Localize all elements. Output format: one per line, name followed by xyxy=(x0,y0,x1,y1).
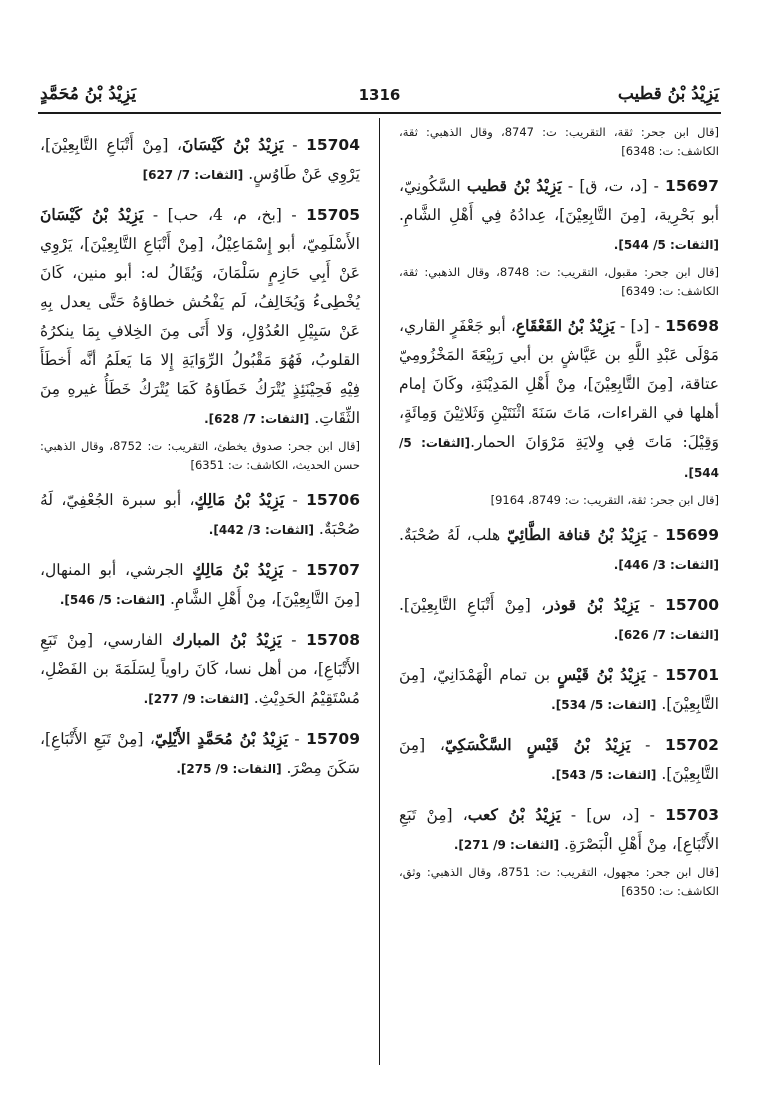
entry-sigla: - xyxy=(281,631,307,649)
entry-sigla: - xyxy=(283,561,307,579)
entry-sigla: - xyxy=(646,526,666,544)
entry-number: 15698 xyxy=(665,317,719,335)
editor-note: [قال ابن جحر: صدوق يخطئ، التقريب: ت: 8752، وقال الذهبي: حسن الحديث، الكاشف: ت: 6351] xyxy=(40,439,360,472)
entry-number: 15701 xyxy=(665,666,719,684)
entry-name: يَزِيْدُ بْنُ مَالِكٍ xyxy=(192,560,284,579)
entry-sigla: - xyxy=(283,136,307,154)
entry-text: هلب، لَهُ صُحْبَةٌ. xyxy=(399,526,507,544)
thiqat-reference: [الثقات: 7/ 628]. xyxy=(204,412,310,426)
entry-sigla: - xyxy=(639,596,666,614)
thiqat-reference: [الثقات: 9/ 277]. xyxy=(143,692,249,706)
column-divider xyxy=(379,118,380,1065)
entry-15707 xyxy=(40,555,360,615)
editor-note: [قال ابن جحر: مقبول، التقريب: ت: 8748، وقال الذهبي: ثقة، الكاشف: ت: 6349] xyxy=(399,265,719,298)
thiqat-reference: [الثقات: 7/ 626]. xyxy=(613,628,719,642)
entry-name: يَزِيْدُ بْنُ كعب xyxy=(467,805,561,824)
entry-sigla: - [د، ت، ق] - xyxy=(561,177,666,195)
entry-number: 15706 xyxy=(306,491,360,509)
entry-text: ، [مِنْ أَتْبَاعِ التَّابِعِيْنَ]، يَرْوِي عَنْ طَاوُسٍ. xyxy=(40,136,360,183)
entry-15706 xyxy=(40,485,360,545)
entry-name: يَزِيْدُ بْنُ المبارك xyxy=(172,630,282,649)
entry-text: الجرشي، أبو المنهال، [مِنَ التَّابِعِيْنَ]، مِنْ أَهْلِ الشَّامِ. xyxy=(40,561,360,608)
entry-15705 xyxy=(40,200,360,434)
thiqat-reference: [الثقات: 9/ 275]. xyxy=(176,762,282,776)
thiqat-reference: [الثقات: 5/ 546]. xyxy=(59,593,166,607)
entry-15699 xyxy=(399,520,719,580)
entry-15708 xyxy=(40,625,360,714)
thiqat-reference: [الثقات: 3/ 442]. xyxy=(208,523,314,537)
entry-text: الفارسي، [مِنْ تَبَعِ الأَتْبَاعِ]، من أهل نسا، كَانَ راوياً لِسَلَمَةَ بن الفَضْلِ، مُسْتَقِيْمُ الحَدِيْثِ. xyxy=(40,631,360,707)
editor-note: [قال ابن جحر: ثقة، التقريب: ت: 8747، وقال الذهبي: ثقة، الكاشف: ت: 6348] xyxy=(399,125,719,158)
entry-15702 xyxy=(399,730,719,790)
entry-text: ، [مِنْ تَبَعِ الأَتْبَاعِ]، مِنْ أَهْلِ الْبَصْرَةِ. xyxy=(399,806,719,853)
entry-name: يَزِيْدُ بْنُ قَيْسٍ xyxy=(557,665,646,684)
thiqat-reference: [الثقات: 5/ 544]. xyxy=(613,238,719,252)
entry-number: 15707 xyxy=(306,561,360,579)
entry-number: 15705 xyxy=(306,206,360,224)
entry-text: بن تمام الْهَمْدَانِيّ، [مِنَ التَّابِعِيْنَ]. xyxy=(399,666,719,713)
entry-number: 15700 xyxy=(665,596,719,614)
entry-sigla: - [د] - xyxy=(614,317,666,335)
page-number: 1316 xyxy=(358,86,401,104)
entry-number: 15697 xyxy=(665,177,719,195)
entry-name: يَزِيْدُ بْنُ مُحَمَّدٍ الأَيْلِيّ xyxy=(154,729,288,748)
entry-sigla: - xyxy=(630,736,666,754)
entry-name: يَزِيْدُ بْنُ مَالِكٍ xyxy=(194,490,285,509)
entry-text: ، [مِنَ التَّابِعِيْنَ]. xyxy=(399,736,719,783)
entry-15709 xyxy=(40,724,360,784)
editor-note: [قال ابن جحر: مجهول، التقريب: ت: 8751، وقال الذهبي: وثق، الكاشف: ت: 6350] xyxy=(399,865,719,898)
thiqat-reference: [الثقات: 5/ 544]. xyxy=(399,436,719,480)
entry-text: السَّكُونِيّ، أبو بَحْرِية، [مِنَ التَّابِعِيْنَ]، عِدادُهُ فِي أَهْلِ الشَّامِ. xyxy=(399,177,719,224)
entry-15698 xyxy=(399,311,719,488)
entry-sigla: - xyxy=(287,730,307,748)
entry-number: 15704 xyxy=(306,136,361,154)
entry-name: يَزِيْدُ بْنُ قنافة الطَّائِيّ xyxy=(506,525,647,544)
entry-number: 15709 xyxy=(306,730,361,748)
thiqat-reference: [الثقات: 7/ 627] xyxy=(142,168,244,182)
thiqat-reference: [الثقات: 3/ 446]. xyxy=(613,558,719,572)
entry-number: 15708 xyxy=(306,631,360,649)
entry-15703 xyxy=(399,800,719,860)
entry-text: ، أبو جَعْفَرٍ القاري، مَوْلَى عَبْدِ اللَّهِ بن عَيَّاشٍ بن أبي رَبِيْعَةَ المَخْزُومِيّ عتاقة، [مِنَ التَّابِعِيْنَ]، مِنْ أَهْلِ المَدِيْنَةِ، وكَانَ إمام أهلها في القراءات، مَاتَ سَنَةَ اثْنَتَيْنِ وَثَلاثِيْنَ وَمِائَةٍ، وَقِيْلَ: مَاتَ فِي وِلايَةِ مَرْوَانَ الحمار. xyxy=(399,317,719,451)
entry-text: ، أبو سبرة الجُعْفِيّ، لَهُ صُحْبَةٌ. xyxy=(40,491,360,538)
entry-sigla: - xyxy=(645,666,666,684)
entry-name: يَزِيْدُ بْنُ قوذر xyxy=(546,595,640,614)
entry-15701 xyxy=(399,660,719,720)
entry-sigla: - xyxy=(284,491,307,509)
entry-sigla: - [د، س] - xyxy=(560,806,666,824)
entry-name: يَزِيْدُ بْنُ كَيْسَانَ xyxy=(182,135,284,154)
entry-number: 15702 xyxy=(665,736,719,754)
running-head-right: يَزِيْدُ بْنُ قطيب xyxy=(617,84,719,104)
editor-note: [قال ابن جحر: ثقة، التقريب: ت: 8749، 9164] xyxy=(490,493,719,507)
header-rule xyxy=(38,112,721,114)
entry-name: يَزِيْدُ بْنُ قطيب xyxy=(466,176,562,195)
entry-sigla: - [بخ، م، 4، حب] - xyxy=(143,206,307,224)
entry-number: 15703 xyxy=(665,806,719,824)
entry-text: ، [مِنْ تَبَعِ الأَتْبَاعِ]، سَكَنَ مِصْرَ. xyxy=(40,730,360,777)
entry-15697 xyxy=(399,171,719,260)
entry-15700 xyxy=(399,590,719,650)
running-head-left: يَزِيْدُ بْنُ مُحَمَّدٍ xyxy=(40,84,137,104)
right-column xyxy=(399,120,719,901)
entry-text: الأَسْلَمِيّ، أبو إِسْمَاعِيْلُ، [مِنْ أَتْبَاعِ التَّابِعِيْنَ]، يَرْوِي عَنْ أَبِي حَازِمٍ سَلْمَانَ، وَيُقَالُ له: أبو منين، كَانَ يُخْطِىءُ وَيُخَالِفُ، لَم يَفْحُش خطاؤهُ حَتَّى يعدل بِهِ عَنْ سَبِيْلِ العُدُوْلِ، وَلا أَتَى مِنَ الخِلافِ بِمَا ينكرُهُ القلوبُ، فَهُوَ مَقْبُولُ الرِّوَايَةِ إِلا مَا يَعلَمُ أنَّه أَخطَأَ فِيْهِ فَحِيْنَئِذٍ يُتْرَكُ خَطَاؤهُ كَمَا يُتْرَكُ خَطَأُ غيرهِ مِنَ الثِّقَاتِ. xyxy=(40,235,360,427)
entry-number: 15699 xyxy=(665,526,719,544)
left-column xyxy=(40,120,360,784)
thiqat-reference: [الثقات: 9/ 271]. xyxy=(453,838,560,852)
entry-name: يَزِيْدُ بْنُ كَيْسَانَ xyxy=(40,205,144,224)
entry-name: يَزِيْدُ بْنُ القَعْقَاعِ xyxy=(515,316,615,335)
entry-name: يَزِيْدُ بْنُ قَيْسٍ السَّكْسَكِيّ xyxy=(444,735,631,754)
thiqat-reference: [الثقات: 5/ 534]. xyxy=(551,698,657,712)
entry-15704 xyxy=(40,130,360,190)
entry-text: ، [مِنْ أَتْبَاعِ التَّابِعِيْنَ]. xyxy=(399,596,547,614)
thiqat-reference: [الثقات: 5/ 543]. xyxy=(551,768,657,782)
